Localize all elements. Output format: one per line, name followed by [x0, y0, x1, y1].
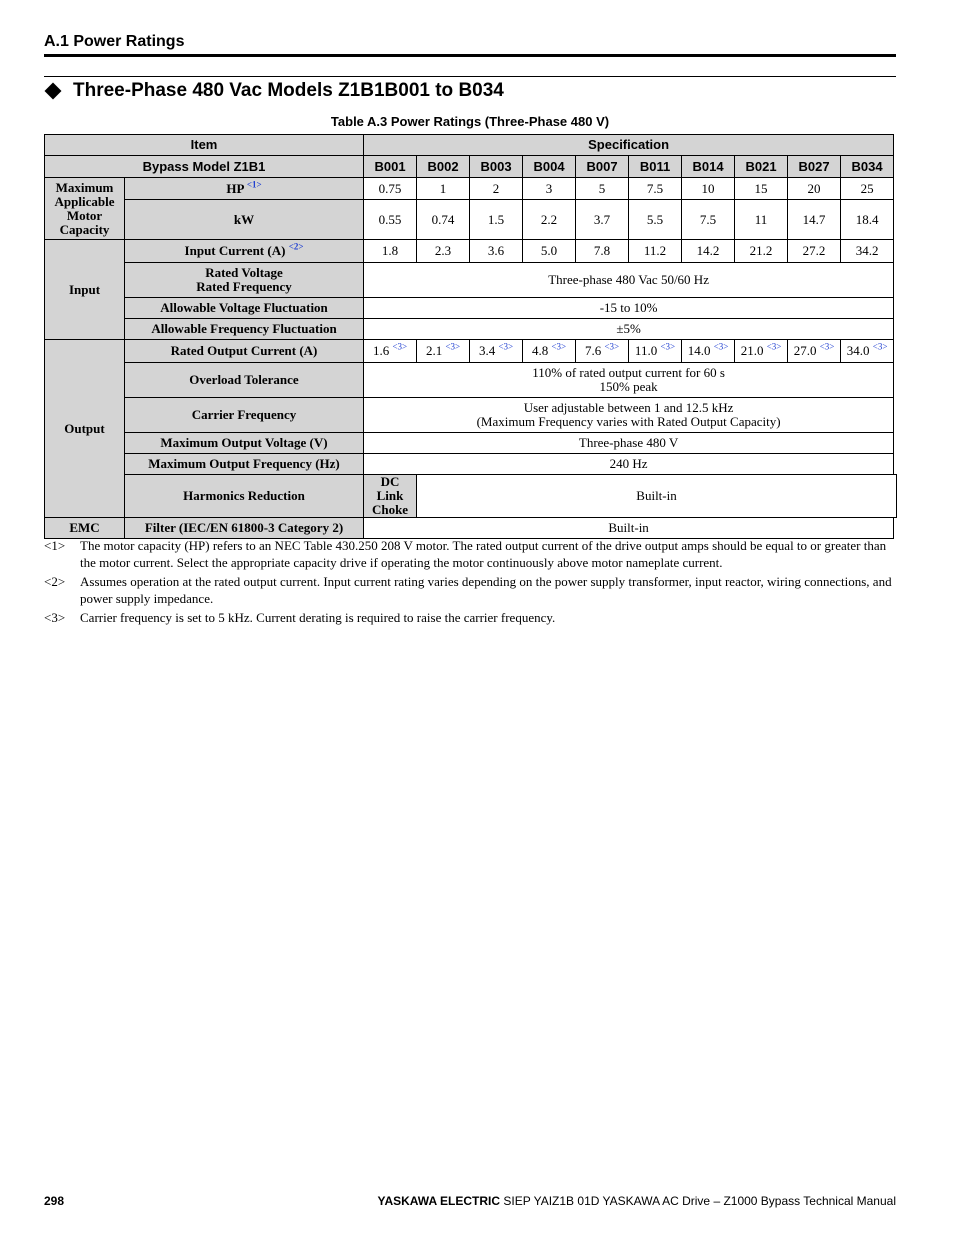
filter-label: Filter (IEC/EN 61800-3 Category 2)	[125, 518, 364, 539]
output-current-cell: 21.0 $^{<3>}$	[735, 340, 788, 363]
input-current-cell: 11.2	[629, 240, 682, 263]
footnote-3	[44, 609, 896, 626]
overload-row	[45, 363, 897, 398]
footer-brand: YASKAWA ELECTRIC	[377, 1194, 501, 1208]
voltage-fluct-row	[45, 298, 897, 319]
kw-cell: 1.5	[470, 200, 523, 240]
kw-cell: 3.7	[576, 200, 629, 240]
table-header-row	[45, 135, 897, 156]
page-number: 298	[44, 1194, 65, 1208]
footnote-ref-2-link[interactable]: <2>	[288, 241, 304, 252]
model-cell: B003	[470, 156, 523, 178]
kw-cell: 18.4	[841, 200, 894, 240]
rated-output-current-label: Rated Output Current (A)	[125, 340, 364, 363]
model-cell: B007	[576, 156, 629, 178]
output-current-cell: 34.0 $^{<3>}$	[841, 340, 894, 363]
output-current-cell: 14.0 $^{<3>}$	[682, 340, 735, 363]
group-output: Output	[45, 340, 125, 518]
kw-cell: 0.74	[417, 200, 470, 240]
voltage-fluct-value: -15 to 10%	[364, 298, 894, 319]
output-current-cell: 3.4 $^{<3>}$	[470, 340, 523, 363]
hp-cell: 25	[841, 178, 894, 200]
overload-value-cell	[364, 363, 894, 398]
freq-fluct-row	[45, 319, 897, 340]
item-header: Item	[45, 135, 364, 156]
kw-cell: 5.5	[629, 200, 682, 240]
freq-fluct-label: Allowable Frequency Fluctuation	[125, 319, 364, 340]
footnote-text: Assumes operation at the rated output current. Input current rating varies depending on the power supply transformer, input reactor, wiring connections, and power supply impedance.	[80, 574, 892, 606]
hp-cell: 15	[735, 178, 788, 200]
hp-cell: 3	[523, 178, 576, 200]
hp-cell: 2	[470, 178, 523, 200]
output-current-cell: 27.0 $^{<3>}$	[788, 340, 841, 363]
footnotes	[44, 537, 896, 628]
voltage-fluct-label: Allowable Voltage Fluctuation	[125, 298, 364, 319]
section-header: A.1 Power Ratings	[44, 33, 185, 50]
rated-voltage-label: Rated Voltage	[205, 265, 283, 280]
footnote-ref-3-link[interactable]: <3>	[498, 341, 514, 352]
hp-cell: 0.75	[364, 178, 417, 200]
emc-row	[45, 518, 897, 539]
model-cell: B027	[788, 156, 841, 178]
model-cell: B021	[735, 156, 788, 178]
input-current-cell: 7.8	[576, 240, 629, 263]
model-cell: B011	[629, 156, 682, 178]
hp-label: HP	[226, 180, 244, 196]
overload-value-line1: 110% of rated output current for 60 s	[532, 365, 725, 380]
hp-cell: 1	[417, 178, 470, 200]
input-current-cell: 34.2	[841, 240, 894, 263]
footnote-mark: <2>	[44, 574, 66, 589]
freq-fluct-value: ±5%	[364, 319, 894, 340]
rated-voltage-row	[45, 263, 897, 298]
input-current-cell: 27.2	[788, 240, 841, 263]
output-current-cell: 2.1 $^{<3>}$	[417, 340, 470, 363]
model-cell: B034	[841, 156, 894, 178]
input-current-cell: 2.3	[417, 240, 470, 263]
max-output-voltage-row	[45, 433, 897, 454]
dc-link-row	[45, 475, 897, 518]
rated-output-current-row	[45, 340, 897, 363]
carrier-value-line1: User adjustable between 1 and 12.5 kHz	[523, 400, 734, 415]
input-current-label: Input Current (A)	[184, 243, 286, 258]
overload-label: Overload Tolerance	[125, 363, 364, 398]
output-current-cell: 4.8 $^{<3>}$	[523, 340, 576, 363]
footnote-ref-3-link[interactable]: <3>	[392, 341, 408, 352]
rated-voltage-value: Three-phase 480 Vac 50/60 Hz	[364, 263, 894, 298]
kw-cell: 11	[735, 200, 788, 240]
rated-frequency-label: Rated Frequency	[196, 279, 292, 294]
model-cell: B002	[417, 156, 470, 178]
max-output-freq-label: Maximum Output Frequency (Hz)	[125, 454, 364, 475]
carrier-value-line2: (Maximum Frequency varies with Rated Output Capacity)	[476, 414, 781, 429]
hp-row	[45, 178, 897, 200]
group-max-capacity: Maximum Applicable Motor Capacity	[45, 178, 125, 240]
spec-header: Specification	[364, 135, 894, 156]
group-harmonics: Harmonics Reduction	[125, 475, 364, 518]
footnote-ref-3-link[interactable]: <3>	[819, 341, 835, 352]
footnote-text: Carrier frequency is set to 5 kHz. Current derating is required to raise the carrier frequency.	[80, 610, 556, 625]
footnote-ref-3-link[interactable]: <3>	[604, 341, 620, 352]
kw-cell: 7.5	[682, 200, 735, 240]
input-current-row	[45, 240, 897, 263]
header-rule-thin	[44, 76, 896, 77]
kw-cell: 14.7	[788, 200, 841, 240]
max-output-freq-value: 240 Hz	[364, 454, 894, 475]
footnote-1	[44, 537, 896, 571]
overload-value-line2: 150% peak	[599, 379, 658, 394]
kw-label: kW	[125, 200, 364, 240]
carrier-label: Carrier Frequency	[125, 398, 364, 433]
rated-voltage-label-cell	[125, 263, 364, 298]
group-input: Input	[45, 240, 125, 340]
input-current-cell: 14.2	[682, 240, 735, 263]
footnote-2	[44, 573, 896, 607]
footnote-ref-3-link[interactable]: <3>	[551, 341, 567, 352]
model-cell: B014	[682, 156, 735, 178]
footer-manual-title	[378, 1194, 896, 1208]
bypass-model-label: Bypass Model Z1B1	[45, 156, 364, 178]
input-current-cell: 3.6	[470, 240, 523, 263]
output-current-cell: 1.6 $^{<3>}$	[364, 340, 417, 363]
input-current-label-cell	[125, 240, 364, 263]
footnote-mark: <1>	[44, 538, 66, 553]
max-output-voltage-label: Maximum Output Voltage (V)	[125, 433, 364, 454]
filter-value: Built-in	[364, 518, 894, 539]
header-rule-thick	[44, 54, 896, 57]
footnote-ref-3-link[interactable]: <3>	[660, 341, 676, 352]
footnote-ref-3-link[interactable]: <3>	[713, 341, 729, 352]
kw-cell: 0.55	[364, 200, 417, 240]
input-current-cell: 1.8	[364, 240, 417, 263]
footnote-ref-3-link[interactable]: <3>	[766, 341, 782, 352]
footnote-ref-3-link[interactable]: <3>	[872, 341, 888, 352]
output-current-cell: 7.6 $^{<3>}$	[576, 340, 629, 363]
input-current-cell: 21.2	[735, 240, 788, 263]
hp-label-cell	[125, 178, 364, 200]
table-caption: Table A.3 Power Ratings (Three-Phase 480 V)	[330, 114, 610, 129]
hp-cell: 7.5	[629, 178, 682, 200]
model-cell: B001	[364, 156, 417, 178]
model-cell: B004	[523, 156, 576, 178]
carrier-row	[45, 398, 897, 433]
group-emc: EMC	[45, 518, 125, 539]
power-ratings-table	[44, 134, 897, 539]
heading-text: Three-Phase 480 Vac Models Z1B1B001 to B034	[73, 80, 504, 101]
max-output-voltage-value: Three-phase 480 V	[364, 433, 894, 454]
hp-cell: 5	[576, 178, 629, 200]
kw-row	[45, 200, 897, 240]
input-current-cell: 5.0	[523, 240, 576, 263]
footnote-mark: <3>	[44, 610, 66, 625]
hp-cell: 10	[682, 178, 735, 200]
max-output-freq-row	[45, 454, 897, 475]
footer-manual: SIEP YAIZ1B 01D YASKAWA AC Drive – Z1000 Bypass Technical Manual	[500, 1194, 896, 1208]
footnote-ref-1-link[interactable]: <1>	[246, 179, 262, 190]
kw-cell: 2.2	[523, 200, 576, 240]
dc-link-label: DC Link Choke	[364, 475, 417, 518]
footnote-text: The motor capacity (HP) refers to an NEC Table 430.250 208 V motor. The rated output current of the drive output amps should be equal to or greater than the motor current. Select the appropriate capacity drive if operating the motor continuously above motor nameplate current.	[80, 538, 887, 570]
carrier-value-cell	[364, 398, 894, 433]
page-heading	[44, 80, 504, 102]
hp-cell: 20	[788, 178, 841, 200]
output-current-cell: 11.0 $^{<3>}$	[629, 340, 682, 363]
footnote-ref-3-link[interactable]: <3>	[445, 341, 461, 352]
dc-link-value: Built-in	[417, 475, 897, 518]
model-row	[45, 156, 897, 178]
diamond-bullet-icon	[45, 83, 62, 100]
